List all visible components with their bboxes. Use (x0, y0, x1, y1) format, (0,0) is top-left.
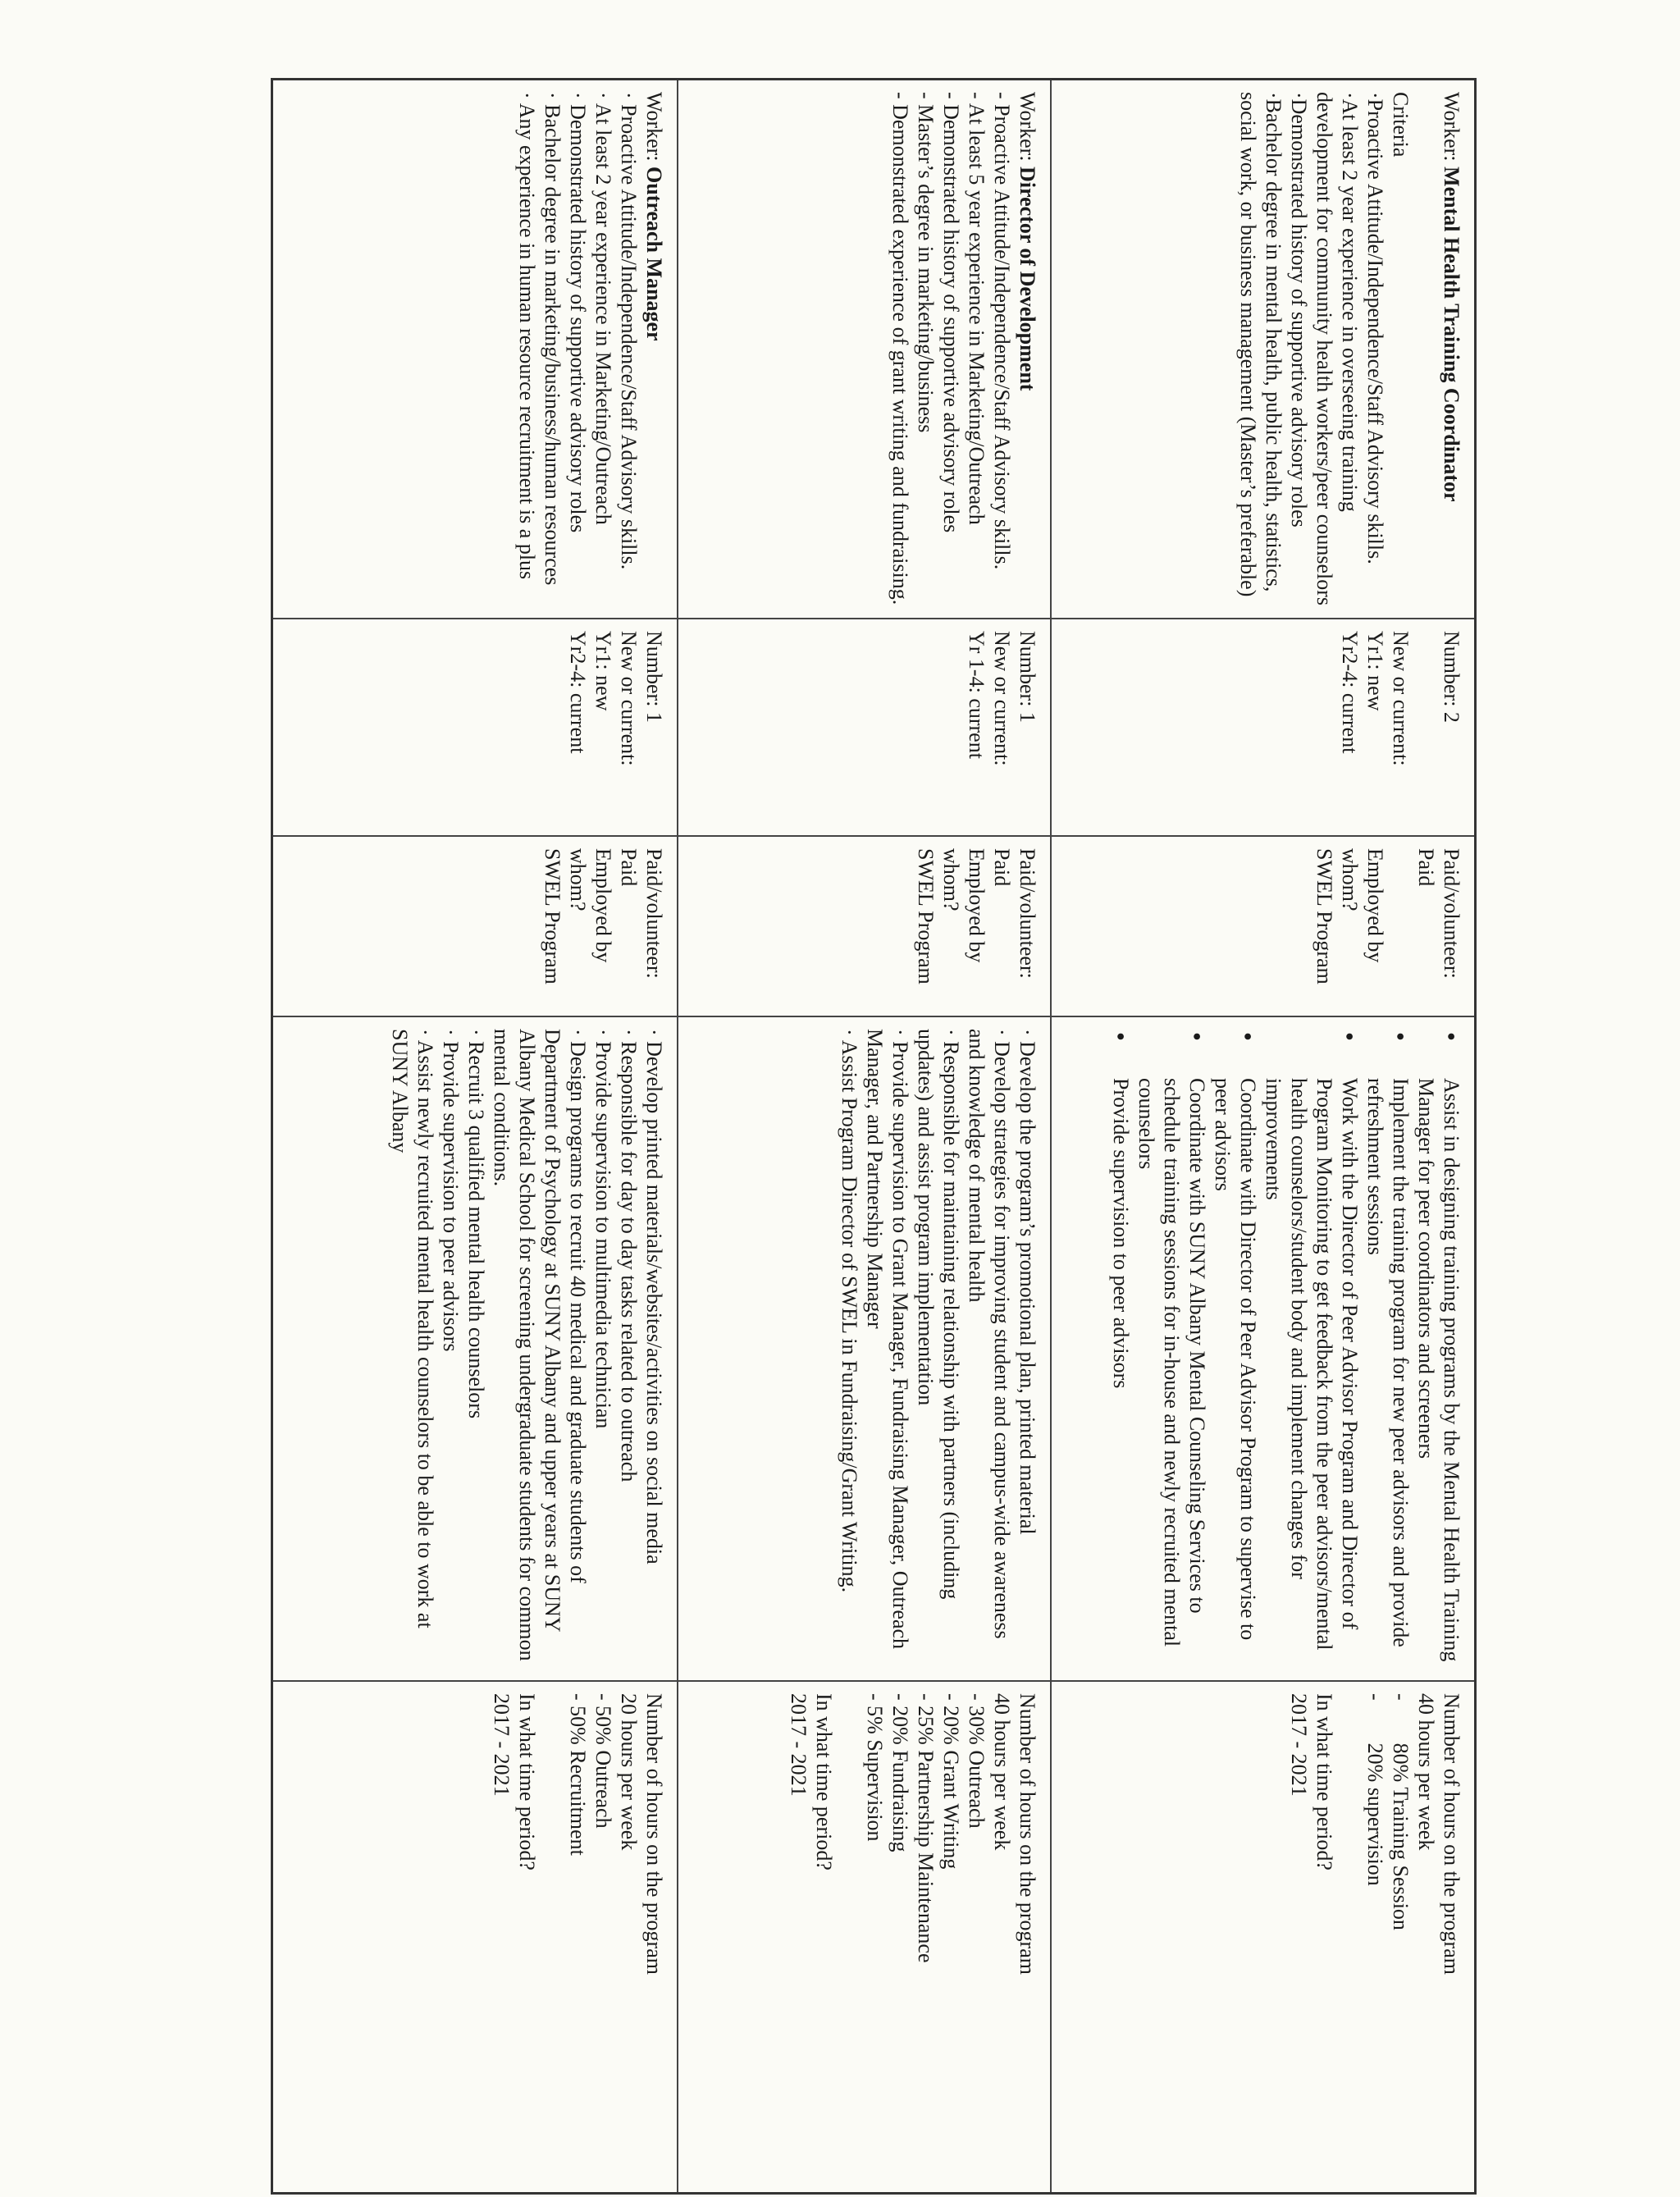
period-label: In what time period? (515, 1693, 539, 1870)
worker-criteria-cell (1052, 80, 1474, 618)
year-status: Yr1: new (1363, 631, 1387, 711)
duty-item: ● Coordinate with Director of Peer Advisor Program to supervise to peer advisors (1210, 1078, 1261, 1669)
duty-item: · Provide supervision to multimedia technician (591, 1029, 615, 1429)
new-current-label: New or current: (990, 631, 1014, 766)
worker-heading: Worker: Mental Health Training Coordinator (1440, 92, 1463, 502)
number-cell (273, 618, 677, 835)
employer-value: SWEL Program (541, 848, 564, 984)
hours-split: - 20% Grant Writing (939, 1693, 963, 1870)
new-current-label: New or current: (1389, 631, 1413, 766)
period-value: 2017 - 2021 (1287, 1693, 1311, 1797)
worker-criteria-cell (678, 80, 1050, 618)
employer-value: SWEL Program (914, 848, 938, 984)
duty-item: · Assist newly recruited mental health counselors to be able to work at SUNY Albany (388, 1029, 437, 1628)
duty-item: · Responsible for maintaining relationship with partners (including updates) and assist program implementation (914, 1029, 963, 1600)
duty-item: · Provide supervision to peer advisors (439, 1029, 463, 1352)
hours-cell (678, 1680, 1050, 2197)
hours-split: - 5% Supervision (863, 1693, 887, 1842)
paid-label: Paid/volunteer: (642, 848, 666, 979)
employed-label: Employed by (591, 848, 615, 963)
paid-cell (678, 835, 1050, 1016)
duties-cell (273, 1016, 677, 1680)
paid-label: Paid/volunteer: (1016, 848, 1039, 979)
criteria-line: development for community health workers/peer counselors (1312, 92, 1336, 605)
duty-item: ● Coordinate with SUNY Albany Mental Counseling Services to schedule training sessions for in-house and newly recruited mental counselors (1134, 1078, 1210, 1669)
year-status: Yr2-4: current (1338, 631, 1362, 754)
employed-label: Employed by (965, 848, 988, 963)
criteria-line: - At least 5 year experience in Marketing/Outreach (965, 92, 988, 525)
hours-split: - 80% Training Session (1389, 1693, 1413, 1930)
duty-item: · Responsible for day to day tasks related to outreach (617, 1029, 641, 1482)
criteria-line: ·Proactive Attitude/Independence/Staff Advisory skills. (1363, 92, 1387, 564)
hours-split: - 50% Outreach (591, 1693, 615, 1829)
table-row (1052, 80, 1474, 2192)
criteria-heading: Criteria (1389, 92, 1413, 158)
duty-item: · Develop printed materials/websites/activities on social media (642, 1029, 666, 1564)
hours-split: - 30% Outreach (965, 1693, 988, 1829)
criteria-line: ·Bachelor degree in mental health, public health, statistics, (1262, 92, 1285, 592)
duty-item: · Design programs to recruit 40 medical and graduate students of Department of Psychology at SUNY Albany and upper years at SUNY Albany Medical School for screening undergraduate students for common mental conditions. (490, 1029, 590, 1661)
hours-value: 40 hours per week (990, 1693, 1014, 1851)
criteria-line: · Proactive Attitude/Independence/Staff Advisory skills. (617, 92, 641, 570)
new-current-label: New or current: (617, 631, 641, 766)
hours-cell (273, 1680, 677, 2197)
criteria-line: - Demonstrated experience of grant writing and fundraising. (888, 92, 912, 605)
hours-value: 20 hours per week (617, 1693, 641, 1851)
duty-item: ● Assist in designing training programs by the Mental Health Training Manager for peer coordinators and screeners (1413, 1078, 1464, 1669)
duty-item: ● Provide supervision to peer advisors (1108, 1078, 1134, 1669)
number-label: Number: 2 (1440, 631, 1463, 723)
worker-title: Mental Health Training Coordinator (1440, 167, 1463, 502)
duty-item: · Assist Program Director of SWEL in Fundraising/Grant Writing. (838, 1029, 861, 1593)
hours-split: - 25% Partnership Maintenance (914, 1693, 938, 1963)
hours-split: - 50% Recruitment (566, 1693, 590, 1856)
duty-item: · Provide supervision to Grant Manager, Fundraising Manager, Outreach Manager, and Partnership Manager (863, 1029, 912, 1650)
employed-label: Employed by (1363, 848, 1387, 963)
criteria-line: - Master’s degree in marketing/business (914, 92, 938, 433)
worker-heading: Worker: Director of Development (1016, 92, 1039, 391)
table-row (273, 80, 678, 2192)
hours-label: Number of hours on the program (642, 1693, 666, 1975)
paid-label: Paid/volunteer: (1440, 848, 1463, 979)
number-label: Number: 1 (642, 631, 666, 723)
duty-item: ● Implement the training program for new peer advisors and provide refreshment sessions (1363, 1078, 1413, 1669)
year-status: Yr1: new (591, 631, 615, 711)
criteria-line: - Demonstrated history of supportive advisory roles (939, 92, 963, 533)
criteria-line: · Any experience in human resource recruitment is a plus (515, 92, 539, 580)
worker-title: Outreach Manager (642, 167, 666, 341)
period-value: 2017 - 2021 (490, 1693, 514, 1797)
table-row (678, 80, 1052, 2192)
year-status: Yr2-4: current (566, 631, 590, 754)
worker-heading: Worker: Outreach Manager (642, 92, 666, 341)
period-value: 2017 - 2021 (787, 1693, 810, 1797)
duties-cell (1052, 1016, 1474, 1680)
hours-cell (1052, 1680, 1474, 2197)
hours-split: - 20% supervision (1363, 1693, 1387, 1886)
criteria-line: ·At least 2 year experience in overseeing training (1338, 92, 1362, 512)
criteria-line: social work, or business management (Master’s preferable) (1236, 92, 1260, 597)
duty-item: ● Work with the Director of Peer Advisor Program and Director of Program Monitoring to get feedback from the peer advisors/mental health counselors/student body and implement changes for improvements (1261, 1078, 1363, 1669)
employed-label: whom? (939, 848, 963, 911)
number-cell (678, 618, 1050, 835)
hours-split: - 20% Fundraising (888, 1693, 912, 1852)
period-label: In what time period? (1312, 1693, 1336, 1870)
duty-item: · Develop the program’s promotional plan, printed material (1016, 1029, 1039, 1535)
paid-value: Paid (990, 848, 1014, 887)
worker-criteria-cell (273, 80, 677, 618)
duty-item: · Recruit 3 qualified mental health counselors (464, 1029, 488, 1419)
paid-value: Paid (617, 848, 641, 887)
hours-label: Number of hours on the program (1016, 1693, 1039, 1975)
number-label: Number: 1 (1016, 631, 1039, 723)
number-cell (1052, 618, 1474, 835)
duty-item: · Develop strategies for improving student and campus-wide awareness and knowledge of mental health (965, 1029, 1014, 1639)
employed-label: whom? (1338, 848, 1362, 911)
criteria-line: ·Demonstrated history of supportive advisory roles (1287, 92, 1311, 528)
paid-cell (1052, 835, 1474, 1016)
paid-cell (273, 835, 677, 1016)
criteria-line: · Bachelor degree in marketing/business/human resources (541, 92, 564, 586)
criteria-line: · Demonstrated history of supportive advisory roles (566, 92, 590, 533)
staffing-table (271, 78, 1477, 2195)
hours-value: 40 hours per week (1414, 1693, 1438, 1851)
paid-value: Paid (1414, 848, 1438, 887)
employer-value: SWEL Program (1312, 848, 1336, 984)
period-label: In what time period? (812, 1693, 836, 1870)
worker-title: Director of Development (1016, 167, 1039, 391)
criteria-line: - Proactive Attitude/Independence/Staff Advisory skills. (990, 92, 1014, 570)
hours-label: Number of hours on the program (1440, 1693, 1463, 1975)
duties-cell (678, 1016, 1050, 1680)
criteria-line: · At least 2 year experience in Marketing/Outreach (591, 92, 615, 525)
year-status: Yr 1-4: current (965, 631, 988, 759)
employed-label: whom? (566, 848, 590, 911)
